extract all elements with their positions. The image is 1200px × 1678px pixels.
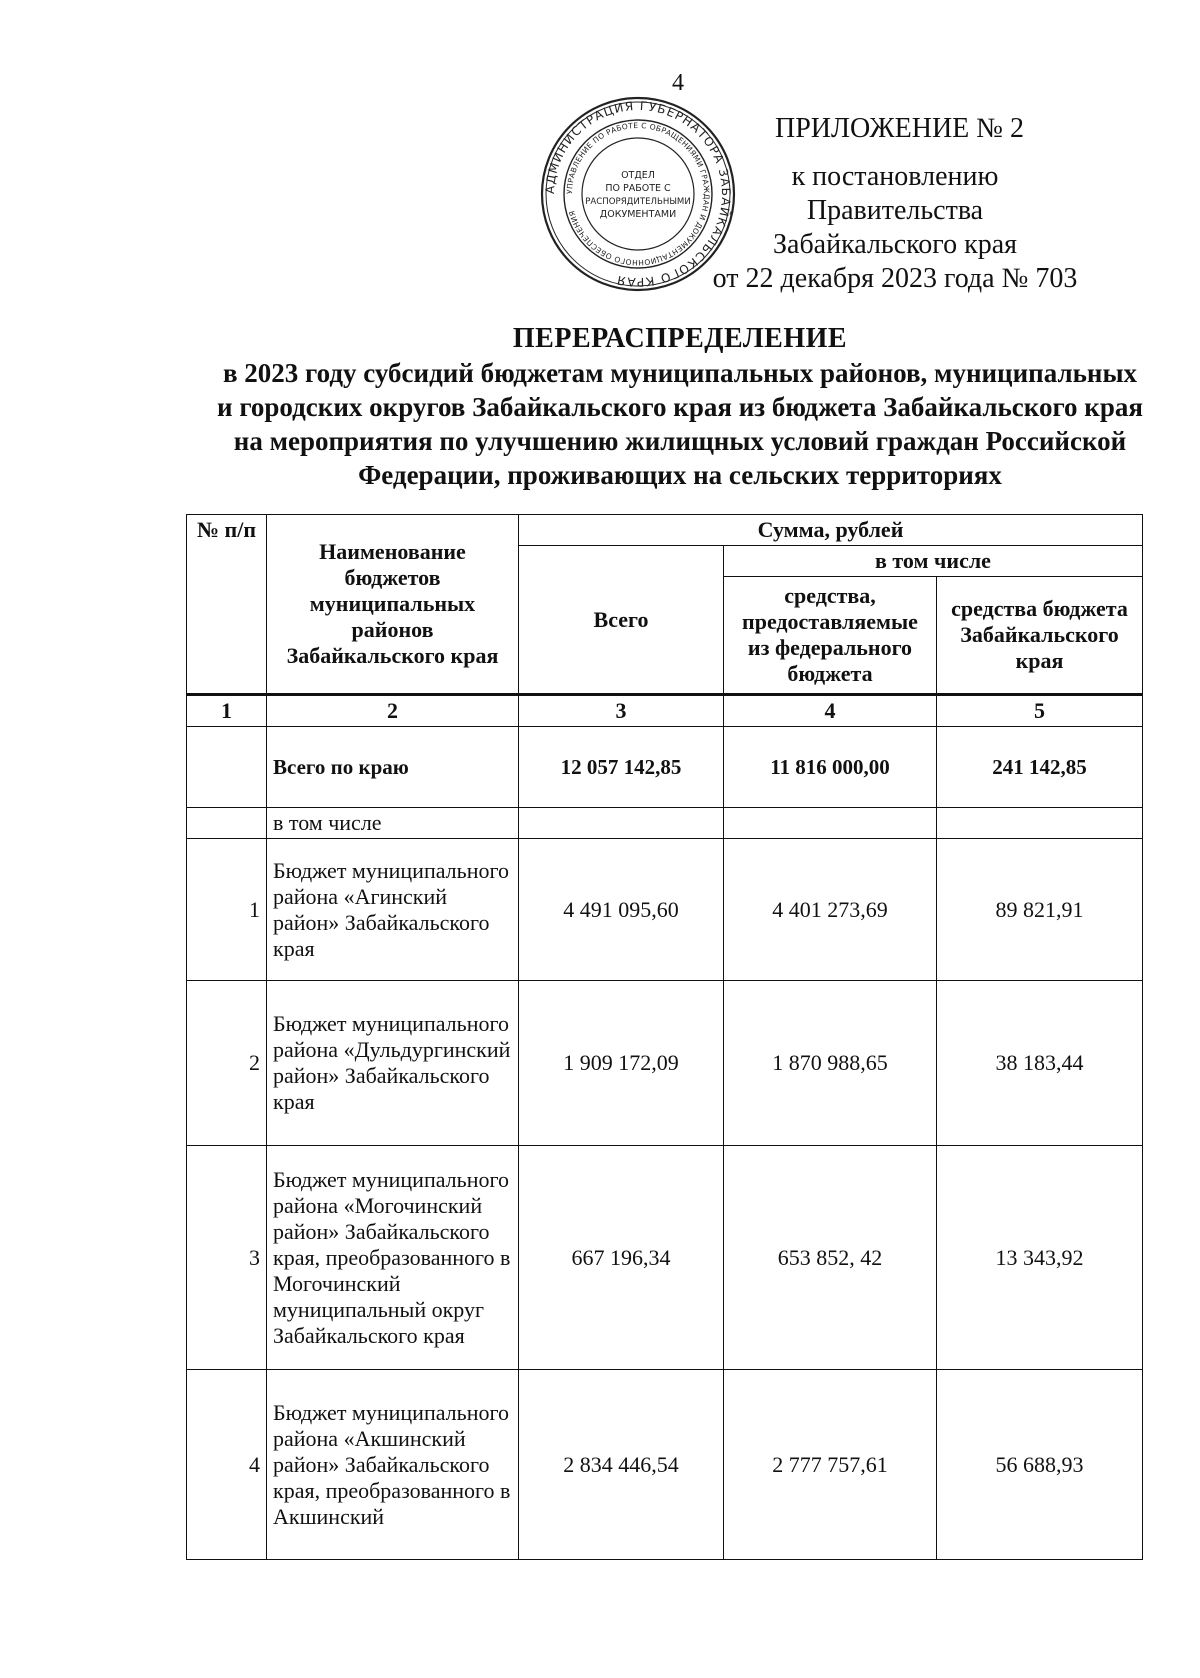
row-name: Бюджет муниципального района «Агинский район» Забайкальского края [267, 839, 519, 981]
row-federal: 2 777 757,61 [724, 1370, 937, 1560]
total-row [187, 727, 1143, 808]
table-row [187, 1146, 1143, 1370]
stamp-center-line-1: ОТДЕЛ [621, 170, 655, 181]
column-number: 3 [519, 695, 724, 727]
subheading-empty-cell [724, 808, 937, 839]
row-total: 2 834 446,54 [519, 1370, 724, 1560]
row-regional: 13 343,92 [937, 1146, 1143, 1370]
subheading-label: в том числе [267, 808, 519, 839]
header-regional: средства бюджета Забайкальского края [937, 577, 1143, 695]
header-including: в том числе [724, 546, 1143, 577]
appendix-heading: ПРИЛОЖЕНИЕ № 2 [775, 113, 1024, 144]
page-number: 4 [672, 70, 684, 96]
document-title-main: ПЕРЕРАСПРЕДЕЛЕНИЕ [512, 323, 848, 354]
table-row [187, 839, 1143, 981]
row-total: 667 196,34 [519, 1146, 724, 1370]
row-regional: 89 821,91 [937, 839, 1143, 981]
appendix-line-2: Забайкальского края [772, 229, 1017, 260]
column-number: 1 [187, 695, 267, 727]
row-regional: 56 688,93 [937, 1370, 1143, 1560]
header-total: Всего [519, 546, 724, 695]
row-no: 1 [187, 839, 267, 981]
subheading-empty-cell [519, 808, 724, 839]
table-header-row [187, 515, 1143, 546]
subheading-empty-cell [937, 808, 1143, 839]
stamp-inner-text: УПРАВЛЕНИЕ ПО РАБОТЕ С ОБРАЩЕНИЯМИ ГРАЖДАН И ДОКУМЕНТАЦИОННОГО ОБЕСПЕЧЕНИЯ [564, 120, 712, 268]
subheading-row [187, 808, 1143, 839]
stamp-center-line-4: ДОКУМЕНТАМИ [599, 209, 677, 220]
header-sum: Сумма, рублей [519, 515, 1143, 546]
total-row-regional: 241 142,85 [937, 727, 1143, 808]
row-no: 2 [187, 981, 267, 1146]
row-federal: 653 852, 42 [724, 1146, 937, 1370]
column-number: 5 [937, 695, 1143, 727]
total-row-no [187, 727, 267, 808]
stamp-center-line-2: ПО РАБОТЕ С [605, 183, 671, 194]
redistribution-table [186, 514, 1143, 1560]
column-number-row [187, 695, 1143, 727]
row-name: Бюджет муниципального района «Акшинский район» Забайкальского края, преобразованного в Акшинский [267, 1370, 519, 1560]
row-total: 1 909 172,09 [519, 981, 724, 1146]
row-no: 4 [187, 1370, 267, 1560]
table-row [187, 981, 1143, 1146]
document-title-line-4: Федерации, проживающих на сельских территориях [358, 460, 1002, 490]
row-name: Бюджет муниципального района «Могочинский район» Забайкальского края, преобразованного в Могочинский муниципальный округ Забайкальского края [267, 1146, 519, 1370]
stamp-center-line-3: РАСПОРЯДИТЕЛЬНЫМИ [585, 197, 691, 207]
document-title-line-1: в 2023 году субсидий бюджетам муниципальных районов, муниципальных [222, 358, 1138, 388]
stamp-outer-text: АДМИНИСТРАЦИЯ ГУБЕРНАТОРА ЗАБАЙКАЛЬСКОГО КРАЯ [542, 98, 734, 290]
subheading-empty-cell [187, 808, 267, 839]
appendix-line-3: от 22 декабря 2023 года № 703 [712, 263, 1078, 294]
total-row-federal: 11 816 000,00 [724, 727, 937, 808]
total-row-name: Всего по краю [267, 727, 519, 808]
appendix-block [700, 112, 1090, 296]
column-number: 2 [267, 695, 519, 727]
total-row-total: 12 057 142,85 [519, 727, 724, 808]
column-number: 4 [724, 695, 937, 727]
row-no: 3 [187, 1146, 267, 1370]
header-no: № п/п [187, 515, 267, 695]
row-federal: 1 870 988,65 [724, 981, 937, 1146]
header-federal: средства, предоставляемые из федерального бюджета [724, 577, 937, 695]
document-title [160, 322, 1200, 492]
svg-text:УПРАВЛЕНИЕ ПО РАБОТЕ С ОБРАЩЕН [565, 121, 711, 267]
row-federal: 4 401 273,69 [724, 839, 937, 981]
row-regional: 38 183,44 [937, 981, 1143, 1146]
row-total: 4 491 095,60 [519, 839, 724, 981]
document-title-line-3: на мероприятия по улучшению жилищных условий граждан Российской [233, 426, 1127, 456]
document-title-line-2: и городских округов Забайкальского края из бюджета Забайкальского края [217, 392, 1143, 422]
table-row [187, 1370, 1143, 1560]
appendix-line-1: к постановлению Правительства [791, 161, 999, 226]
row-name: Бюджет муниципального района «Дульдургинский район» Забайкальского края [267, 981, 519, 1146]
header-name: Наименование бюджетов муниципальных районов Забайкальского края [267, 515, 519, 695]
